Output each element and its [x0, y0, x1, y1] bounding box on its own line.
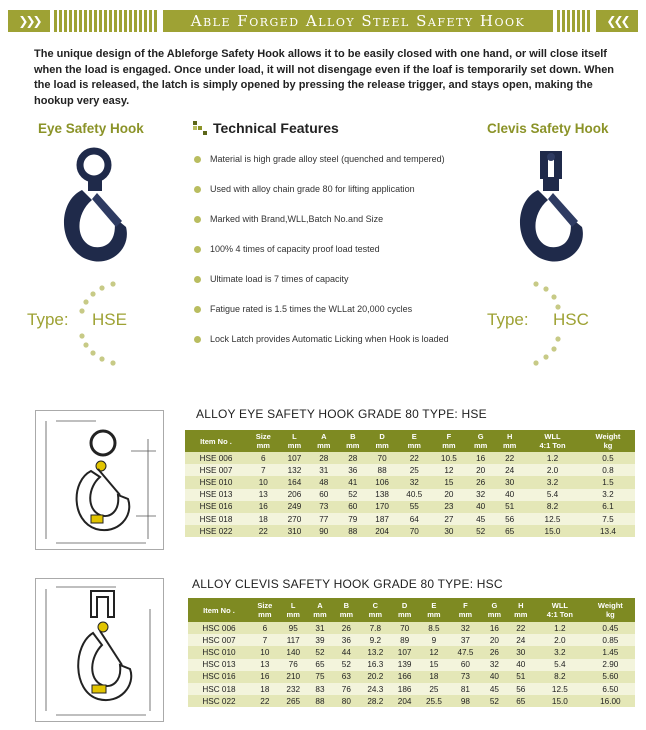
table-cell: 310 — [280, 525, 310, 537]
hse-header-cell: B mm — [338, 430, 367, 452]
table-cell: 64 — [397, 513, 432, 525]
hse-header-cell: D mm — [367, 430, 397, 452]
table-cell: 106 — [367, 476, 397, 488]
table-cell: 270 — [280, 513, 310, 525]
features-bullet-icon — [193, 121, 207, 135]
table-cell: 81 — [450, 683, 482, 695]
table-cell: 36 — [333, 634, 359, 646]
table-cell: 26 — [481, 646, 507, 658]
table-row — [185, 501, 635, 513]
hsc-header-cell: A mm — [307, 598, 333, 622]
table-cell: 22 — [247, 525, 280, 537]
hsc-header-cell: E mm — [418, 598, 450, 622]
table-cell: 107 — [280, 452, 310, 464]
table-cell: 16.00 — [586, 695, 635, 707]
table-cell: 65 — [508, 695, 534, 707]
table-cell: 13 — [247, 489, 280, 501]
table-row — [185, 464, 635, 476]
item-number-cell: HSC 006 — [188, 622, 250, 634]
table-cell: 28.2 — [360, 695, 392, 707]
hsc-header-cell: L mm — [280, 598, 307, 622]
table-cell: 20 — [481, 634, 507, 646]
table-cell: 47.5 — [450, 646, 482, 658]
eye-hook-title: Eye Safety Hook — [38, 121, 144, 136]
chevron-right-icon: ❯❯❯ — [8, 10, 50, 32]
hse-dimension-diagram — [35, 410, 164, 550]
table-cell: 22 — [250, 695, 280, 707]
table-cell: 45 — [481, 683, 507, 695]
feature-item: Lock Latch provides Automatic Licking when Hook is loaded — [194, 334, 449, 344]
table-cell: 187 — [367, 513, 397, 525]
table-cell: 2.0 — [524, 464, 581, 476]
table-cell: 1.2 — [534, 622, 586, 634]
hse-header-cell: Weight kg — [581, 430, 635, 452]
table-cell: 204 — [367, 525, 397, 537]
item-number-cell: HSE 010 — [185, 476, 247, 488]
table-cell: 24.3 — [360, 683, 392, 695]
table-cell: 31 — [307, 622, 333, 634]
table-cell: 90 — [309, 525, 338, 537]
table-cell: 12.5 — [524, 513, 581, 525]
table-cell: 15 — [418, 659, 450, 671]
table-cell: 36 — [338, 464, 367, 476]
intro-text: The unique design of the Ableforge Safety Hook allows it to be easily closed with one hand, or will close itself when the load is engaged. Once under load, it will not disengage even if the loaf is temporarily set down. When the load is released, the latch is simply opened by pressing the release trigger, and stays open, making the hookup very easy. — [34, 48, 615, 107]
table-cell: 9 — [418, 634, 450, 646]
table-cell: 22 — [508, 622, 534, 634]
item-number-cell: HSE 013 — [185, 489, 247, 501]
hsc-spec-table — [188, 598, 635, 707]
hse-header-cell: G mm — [466, 430, 495, 452]
table-cell: 77 — [309, 513, 338, 525]
table-cell: 20 — [432, 489, 467, 501]
table-cell: 32 — [466, 489, 495, 501]
table-cell: 30 — [432, 525, 467, 537]
hsc-header-cell: D mm — [391, 598, 418, 622]
table-cell: 249 — [280, 501, 310, 513]
table-row — [185, 452, 635, 464]
table-cell: 52 — [481, 695, 507, 707]
table-cell: 52 — [338, 489, 367, 501]
hsc-type-code: HSC — [553, 310, 589, 329]
table-cell: 70 — [397, 525, 432, 537]
table-row — [185, 489, 635, 501]
banner-title: Able Forged Alloy Steel Safety Hook — [163, 10, 553, 32]
table-cell: 25.5 — [418, 695, 450, 707]
table-cell: 6 — [247, 452, 280, 464]
table-cell: 32 — [450, 622, 482, 634]
hsc-header-cell: G mm — [481, 598, 507, 622]
table-cell: 88 — [307, 695, 333, 707]
table-cell: 7.8 — [360, 622, 392, 634]
table-cell: 206 — [280, 489, 310, 501]
table-cell: 40 — [481, 671, 507, 683]
table-cell: 98 — [450, 695, 482, 707]
table-cell: 117 — [280, 634, 307, 646]
table-cell: 76 — [280, 659, 307, 671]
hsc-type-label: Type: — [487, 310, 529, 329]
item-number-cell: HSE 016 — [185, 501, 247, 513]
hsc-dimension-diagram — [35, 578, 164, 722]
hse-type-code: HSE — [92, 310, 127, 329]
table-cell: 6.1 — [581, 501, 635, 513]
table-cell: 8.2 — [524, 501, 581, 513]
item-number-cell: HSC 022 — [188, 695, 250, 707]
hsc-header-cell: Weight kg — [586, 598, 635, 622]
table-cell: 10 — [247, 476, 280, 488]
table-cell: 27 — [432, 513, 467, 525]
table-cell: 139 — [391, 659, 418, 671]
item-number-cell: HSC 007 — [188, 634, 250, 646]
clevis-hook-image — [508, 145, 593, 270]
table-cell: 30 — [508, 646, 534, 658]
table-cell: 88 — [338, 525, 367, 537]
table-row — [188, 622, 635, 634]
table-cell: 7 — [250, 634, 280, 646]
table-cell: 26 — [333, 622, 359, 634]
table-cell: 6.50 — [586, 683, 635, 695]
table-row — [188, 683, 635, 695]
table-row — [188, 671, 635, 683]
table-cell: 28 — [309, 452, 338, 464]
table-cell: 0.85 — [586, 634, 635, 646]
table-cell: 60 — [309, 489, 338, 501]
table-cell: 31 — [309, 464, 338, 476]
feature-item: Material is high grade alloy steel (quenched and tempered) — [194, 154, 445, 164]
table-cell: 9.2 — [360, 634, 392, 646]
table-cell: 73 — [450, 671, 482, 683]
table-cell: 5.60 — [586, 671, 635, 683]
table-cell: 107 — [391, 646, 418, 658]
table-cell: 16 — [466, 452, 495, 464]
clevis-hook-title: Clevis Safety Hook — [487, 121, 609, 136]
table-row — [188, 634, 635, 646]
table-cell: 37 — [450, 634, 482, 646]
table-cell: 2.90 — [586, 659, 635, 671]
table-cell: 16 — [481, 622, 507, 634]
table-cell: 170 — [367, 501, 397, 513]
table-cell: 13 — [250, 659, 280, 671]
table-cell: 10.5 — [432, 452, 467, 464]
table-cell: 12 — [418, 646, 450, 658]
item-number-cell: HSE 018 — [185, 513, 247, 525]
table-cell: 15 — [432, 476, 467, 488]
hse-header-cell: L mm — [280, 430, 310, 452]
feature-item: 100% 4 times of capacity proof load tested — [194, 244, 380, 254]
table-cell: 23 — [432, 501, 467, 513]
table-cell: 39 — [307, 634, 333, 646]
table-cell: 56 — [495, 513, 524, 525]
table-cell: 132 — [280, 464, 310, 476]
table-cell: 63 — [333, 671, 359, 683]
item-number-cell: HSC 013 — [188, 659, 250, 671]
table-cell: 24 — [508, 634, 534, 646]
table-cell: 2.0 — [534, 634, 586, 646]
table-cell: 18 — [418, 671, 450, 683]
table-cell: 7.5 — [581, 513, 635, 525]
table-cell: 52 — [466, 525, 495, 537]
table-cell: 83 — [307, 683, 333, 695]
table-cell: 186 — [391, 683, 418, 695]
table-cell: 16 — [247, 501, 280, 513]
table-cell: 1.45 — [586, 646, 635, 658]
table-cell: 210 — [280, 671, 307, 683]
table-cell: 16 — [250, 671, 280, 683]
table-cell: 75 — [307, 671, 333, 683]
table-cell: 56 — [508, 683, 534, 695]
table-cell: 12.5 — [534, 683, 586, 695]
table-cell: 3.2 — [524, 476, 581, 488]
table-cell: 20.2 — [360, 671, 392, 683]
table-cell: 88 — [367, 464, 397, 476]
hse-header-row — [185, 430, 635, 452]
table-cell: 5.4 — [534, 659, 586, 671]
table-cell: 6 — [250, 622, 280, 634]
item-number-cell: HSC 016 — [188, 671, 250, 683]
table-cell: 8.5 — [418, 622, 450, 634]
table-cell: 140 — [280, 646, 307, 658]
chevron-left-icon: ❮❮❮ — [596, 10, 638, 32]
table-cell: 41 — [338, 476, 367, 488]
table-cell: 10 — [250, 646, 280, 658]
hse-header-cell: H mm — [495, 430, 524, 452]
table-cell: 15.0 — [524, 525, 581, 537]
hse-type-label: Type: — [27, 310, 69, 329]
table-cell: 8.2 — [534, 671, 586, 683]
table-cell: 51 — [495, 501, 524, 513]
table-cell: 13.4 — [581, 525, 635, 537]
table-cell: 79 — [338, 513, 367, 525]
table-row — [185, 476, 635, 488]
item-number-cell: HSE 006 — [185, 452, 247, 464]
table-cell: 60 — [450, 659, 482, 671]
table-cell: 40.5 — [397, 489, 432, 501]
item-number-cell: HSC 010 — [188, 646, 250, 658]
table-cell: 30 — [495, 476, 524, 488]
hsc-header-cell: F mm — [450, 598, 482, 622]
hse-header-cell: Size mm — [247, 430, 280, 452]
hse-header-cell: F mm — [432, 430, 467, 452]
table-cell: 60 — [338, 501, 367, 513]
item-number-cell: HSE 007 — [185, 464, 247, 476]
table-cell: 32 — [397, 476, 432, 488]
table-cell: 95 — [280, 622, 307, 634]
table-row — [188, 659, 635, 671]
table-row — [185, 525, 635, 537]
table-cell: 73 — [309, 501, 338, 513]
table-cell: 51 — [508, 671, 534, 683]
table-cell: 32 — [481, 659, 507, 671]
table-cell: 22 — [397, 452, 432, 464]
table-cell: 232 — [280, 683, 307, 695]
banner-stripes — [54, 10, 159, 32]
item-number-cell: HSC 018 — [188, 683, 250, 695]
hse-header-cell: A mm — [309, 430, 338, 452]
hsc-header-cell: Item No . — [188, 598, 250, 622]
table-cell: 80 — [333, 695, 359, 707]
table-cell: 12 — [432, 464, 467, 476]
table-cell: 76 — [333, 683, 359, 695]
table-cell: 0.8 — [581, 464, 635, 476]
table-cell: 22 — [495, 452, 524, 464]
table-row — [185, 513, 635, 525]
table-cell: 20 — [466, 464, 495, 476]
table-cell: 166 — [391, 671, 418, 683]
item-number-cell: HSE 022 — [185, 525, 247, 537]
table-cell: 18 — [250, 683, 280, 695]
table-cell: 15.0 — [534, 695, 586, 707]
table-cell: 1.5 — [581, 476, 635, 488]
table-cell: 3.2 — [534, 646, 586, 658]
table-cell: 44 — [333, 646, 359, 658]
hsc-header-cell: WLL 4:1 Ton — [534, 598, 586, 622]
table-row — [188, 695, 635, 707]
table-cell: 16.3 — [360, 659, 392, 671]
hsc-header-row — [188, 598, 635, 622]
feature-item: Marked with Brand,WLL,Batch No.and Size — [194, 214, 383, 224]
hsc-header-cell: C mm — [360, 598, 392, 622]
technical-features-title: Technical Features — [213, 120, 339, 136]
table-cell: 164 — [280, 476, 310, 488]
hsc-header-cell: H mm — [508, 598, 534, 622]
table-cell: 52 — [333, 659, 359, 671]
table-cell: 13.2 — [360, 646, 392, 658]
hsc-header-cell: B mm — [333, 598, 359, 622]
table-cell: 48 — [309, 476, 338, 488]
page-banner — [8, 10, 638, 32]
banner-stripes — [557, 10, 592, 32]
table-cell: 25 — [418, 683, 450, 695]
table-cell: 40 — [466, 501, 495, 513]
table-cell: 70 — [367, 452, 397, 464]
table-cell: 18 — [247, 513, 280, 525]
hse-header-cell: WLL 4:1 Ton — [524, 430, 581, 452]
table-cell: 0.45 — [586, 622, 635, 634]
feature-item: Fatigue rated is 1.5 times the WLLat 20,000 cycles — [194, 304, 412, 314]
hse-spec-table — [185, 430, 635, 537]
table-cell: 138 — [367, 489, 397, 501]
hse-table-title: ALLOY EYE SAFETY HOOK GRADE 80 TYPE: HSE — [196, 407, 487, 421]
hse-header-cell: Item No . — [185, 430, 247, 452]
feature-item: Used with alloy chain grade 80 for lifting application — [194, 184, 415, 194]
table-cell: 7 — [247, 464, 280, 476]
table-cell: 5.4 — [524, 489, 581, 501]
table-cell: 65 — [495, 525, 524, 537]
table-cell: 55 — [397, 501, 432, 513]
table-cell: 40 — [508, 659, 534, 671]
feature-item: Ultimate load is 7 times of capacity — [194, 274, 349, 284]
table-cell: 45 — [466, 513, 495, 525]
table-cell: 24 — [495, 464, 524, 476]
table-cell: 25 — [397, 464, 432, 476]
table-cell: 26 — [466, 476, 495, 488]
table-cell: 65 — [307, 659, 333, 671]
table-cell: 89 — [391, 634, 418, 646]
table-cell: 70 — [391, 622, 418, 634]
hse-header-cell: E mm — [397, 430, 432, 452]
hsc-header-cell: Size mm — [250, 598, 280, 622]
table-cell: 3.2 — [581, 489, 635, 501]
table-cell: 0.5 — [581, 452, 635, 464]
table-cell: 52 — [307, 646, 333, 658]
eye-hook-image — [52, 145, 137, 270]
table-row — [188, 646, 635, 658]
table-cell: 28 — [338, 452, 367, 464]
table-cell: 1.2 — [524, 452, 581, 464]
hsc-table-title: ALLOY CLEVIS SAFETY HOOK GRADE 80 TYPE: HSC — [192, 577, 503, 591]
table-cell: 204 — [391, 695, 418, 707]
table-cell: 265 — [280, 695, 307, 707]
table-cell: 40 — [495, 489, 524, 501]
